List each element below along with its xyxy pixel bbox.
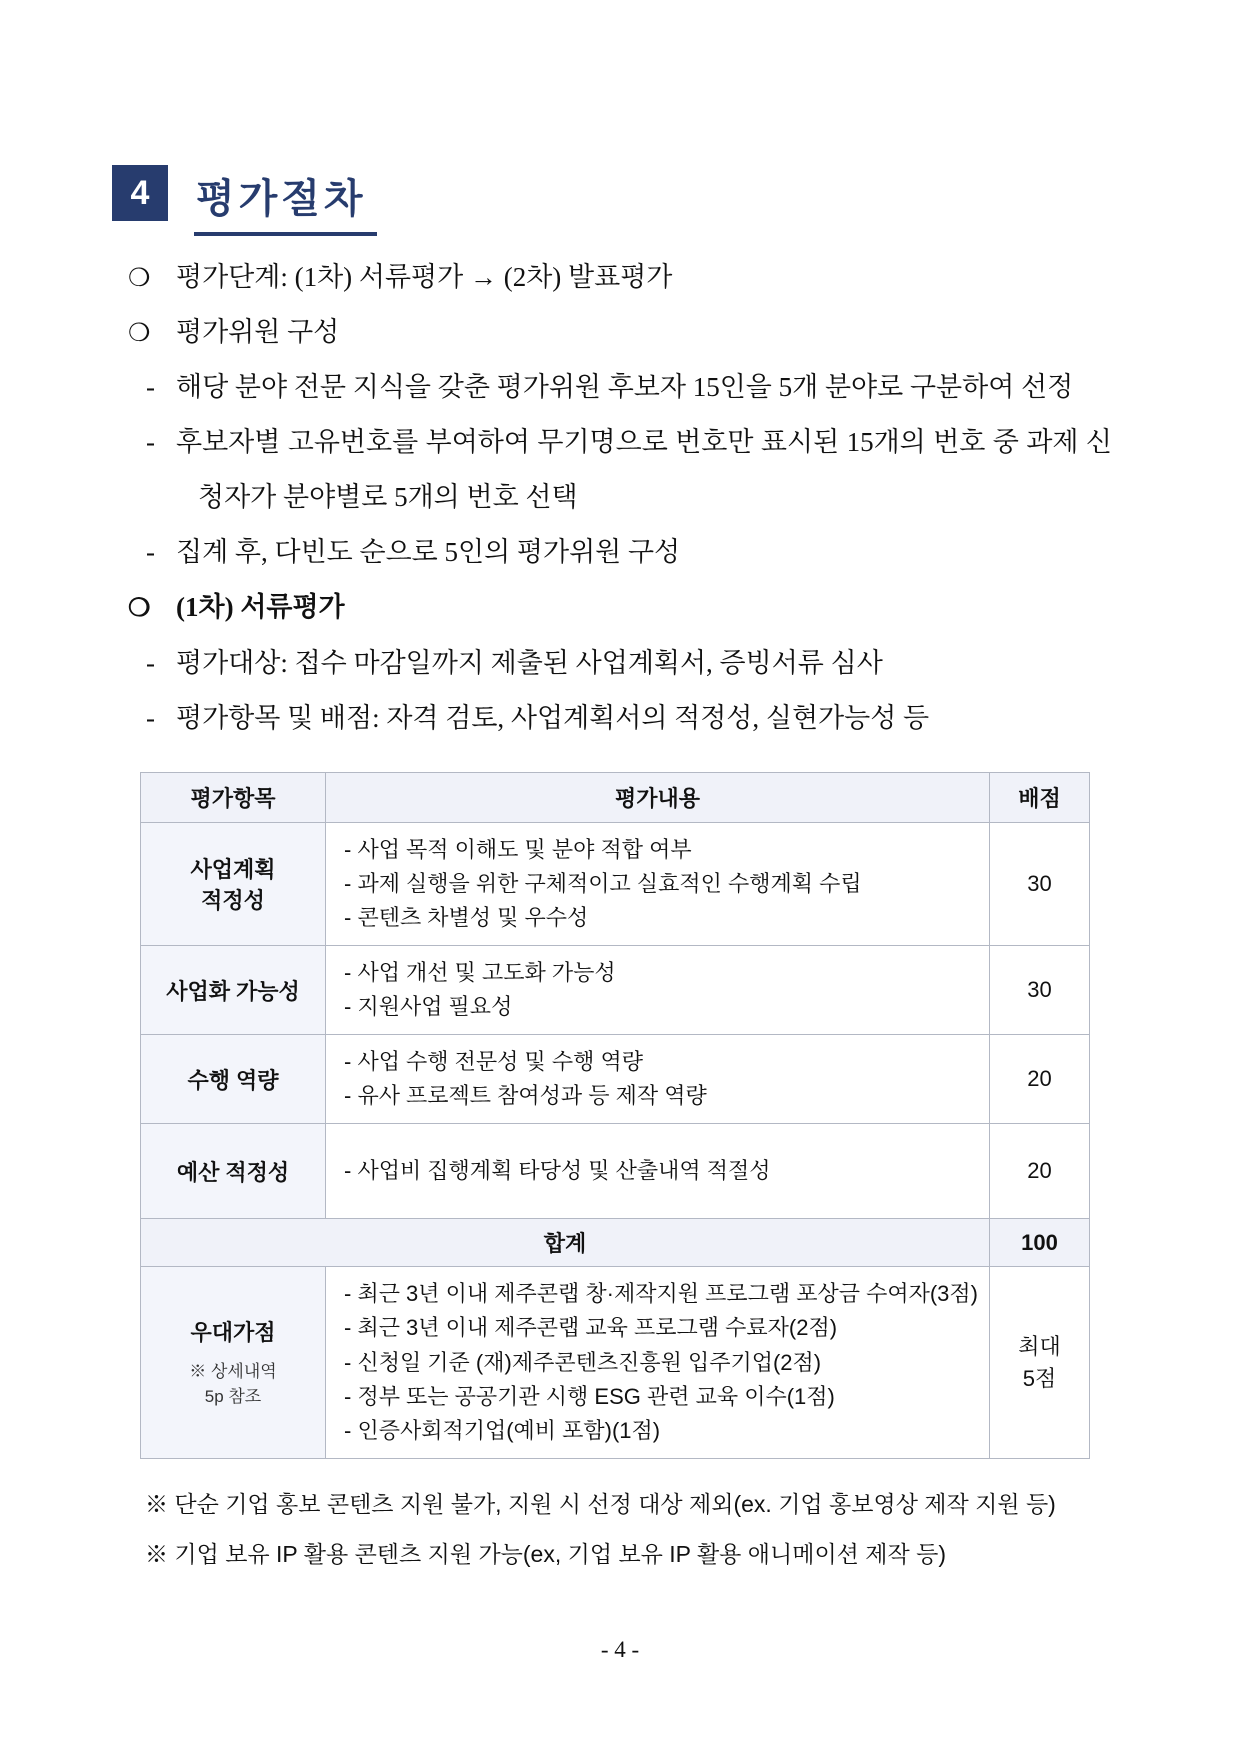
dash-item-candidates	[128, 360, 1112, 415]
dash-bullet-icon: -	[146, 427, 155, 458]
item-label: 사업계획	[190, 856, 276, 882]
page-number: - 4 -	[600, 1637, 640, 1662]
content-cell	[326, 822, 990, 945]
content-line: - 지원사업 필요성	[344, 994, 513, 1020]
circle-bullet-icon: ❍	[128, 595, 151, 623]
bullet-text: 평가항목 및 배점: 자격 검토, 사업계획서의 적정성, 실현가능성 등	[176, 702, 930, 733]
content-line: - 최근 3년 이내 제주콘랩 창·제작지원 프로그램 포상금 수여자(3점)	[344, 1281, 978, 1307]
content-line: - 최근 3년 이내 제주콘랩 교육 프로그램 수료자(2점)	[344, 1315, 838, 1341]
section-number: 4	[130, 173, 150, 212]
section-number-badge	[112, 165, 168, 221]
dash-item-numbers	[128, 415, 1112, 525]
bonus-score-line: 최대	[1018, 1333, 1061, 1359]
bullet-committee	[128, 305, 1112, 360]
content-line: - 신청일 기준 (재)제주콘텐츠진흥원 입주기업(2점)	[344, 1349, 822, 1375]
footnotes	[145, 1479, 1240, 1580]
bullet-text: 후보자별 고유번호를 부여하여 무기명으로 번호만 표시된 15개의 번호 중 과제 신청자가 분야별로 5개의 번호 선택	[176, 427, 1112, 513]
body-text	[128, 250, 1112, 746]
bonus-note-line: ※ 상세내역	[189, 1361, 277, 1381]
content-line: - 유사 프로젝트 참여성과 등 제작 역량	[344, 1083, 707, 1109]
content-cell	[326, 1124, 990, 1219]
bullet-first-round	[128, 580, 1112, 635]
circle-bullet-icon: ❍	[128, 265, 151, 292]
item-cell	[141, 1124, 326, 1219]
bonus-note-line: 5p 참조	[204, 1387, 262, 1407]
dash-bullet-icon: -	[146, 372, 155, 403]
dash-bullet-icon: -	[146, 647, 155, 678]
bullet-text: 평가단계: (1차) 서류평가 → (2차) 발표평가	[176, 262, 673, 292]
section-title: 평가절차	[194, 167, 377, 236]
score-cell: 30	[990, 822, 1090, 945]
section-header	[112, 165, 1240, 236]
bonus-note	[145, 1359, 321, 1410]
content-line: - 사업비 집행계획 타당성 및 산출내역 적절성	[344, 1158, 771, 1184]
dash-item-eval-criteria	[128, 691, 1112, 746]
table-row-plan	[141, 822, 1090, 945]
content-cell	[326, 945, 990, 1034]
bonus-score-line: 5점	[1022, 1365, 1057, 1391]
total-label: 합계	[141, 1219, 990, 1267]
item-label: 사업화 가능성	[166, 978, 300, 1004]
item-cell	[141, 945, 326, 1034]
footnote-ip-allowed: ※ 기업 보유 IP 활용 콘텐츠 지원 가능(ex, 기업 보유 IP 활용 애니메이션 제작 등)	[145, 1541, 946, 1568]
dash-item-eval-target	[128, 636, 1112, 691]
content-line: - 사업 수행 전문성 및 수행 역량	[344, 1049, 644, 1075]
dash-bullet-icon: -	[146, 537, 155, 568]
content-line: - 정부 또는 공공기관 시행 ESG 관련 교육 이수(1점)	[344, 1383, 835, 1409]
content-cell	[326, 1035, 990, 1124]
total-score: 100	[990, 1219, 1090, 1267]
dash-item-tally	[128, 525, 1112, 580]
header-eval-item: 평가항목	[141, 772, 326, 822]
score-cell: 30	[990, 945, 1090, 1034]
bullet-text: 평가위원 구성	[176, 317, 340, 348]
table-header-row	[141, 772, 1090, 822]
table-row-commercial	[141, 945, 1090, 1034]
item-cell	[141, 1035, 326, 1124]
content-cell	[326, 1267, 990, 1458]
bonus-label: 우대가점	[190, 1319, 276, 1345]
dash-bullet-icon: -	[146, 702, 155, 733]
table-total-row	[141, 1219, 1090, 1267]
item-label: 적정성	[201, 887, 265, 913]
bullet-text: (1차) 서류평가	[176, 592, 345, 623]
table-row-capability	[141, 1035, 1090, 1124]
header-score: 배점	[990, 772, 1090, 822]
header-eval-content: 평가내용	[326, 772, 990, 822]
table-bonus-row	[141, 1267, 1090, 1458]
score-cell: 20	[990, 1035, 1090, 1124]
item-label: 수행 역량	[187, 1067, 279, 1093]
circle-bullet-icon: ❍	[128, 320, 151, 348]
item-label: 예산 적정성	[176, 1159, 290, 1185]
content-line: - 과제 실행을 위한 구체적이고 실효적인 수행계획 수립	[344, 870, 862, 896]
content-line: - 사업 목적 이해도 및 분야 적합 여부	[344, 836, 692, 862]
bullet-eval-stages	[128, 250, 1112, 305]
score-cell: 20	[990, 1124, 1090, 1219]
content-line: - 사업 개선 및 고도화 가능성	[344, 959, 616, 985]
bullet-text: 평가대상: 접수 마감일까지 제출된 사업계획서, 증빙서류 심사	[176, 647, 883, 678]
table-row-budget	[141, 1124, 1090, 1219]
content-line: - 인증사회적기업(예비 포함)(1점)	[344, 1417, 661, 1443]
item-cell	[141, 822, 326, 945]
content-line: - 콘텐츠 차별성 및 우수성	[344, 904, 589, 930]
item-cell	[141, 1267, 326, 1458]
bullet-text: 집계 후, 다빈도 순으로 5인의 평가위원 구성	[176, 537, 681, 568]
evaluation-table	[140, 772, 1090, 1459]
score-cell	[990, 1267, 1090, 1458]
footnote-no-promo: ※ 단순 기업 홍보 콘텐츠 지원 불가, 지원 시 선정 대상 제외(ex. 기업 홍보영상 제작 지원 등)	[145, 1490, 1056, 1517]
bullet-text: 해당 분야 전문 지식을 갖춘 평가위원 후보자 15인을 5개 분야로 구분하여 선정	[176, 372, 1074, 403]
